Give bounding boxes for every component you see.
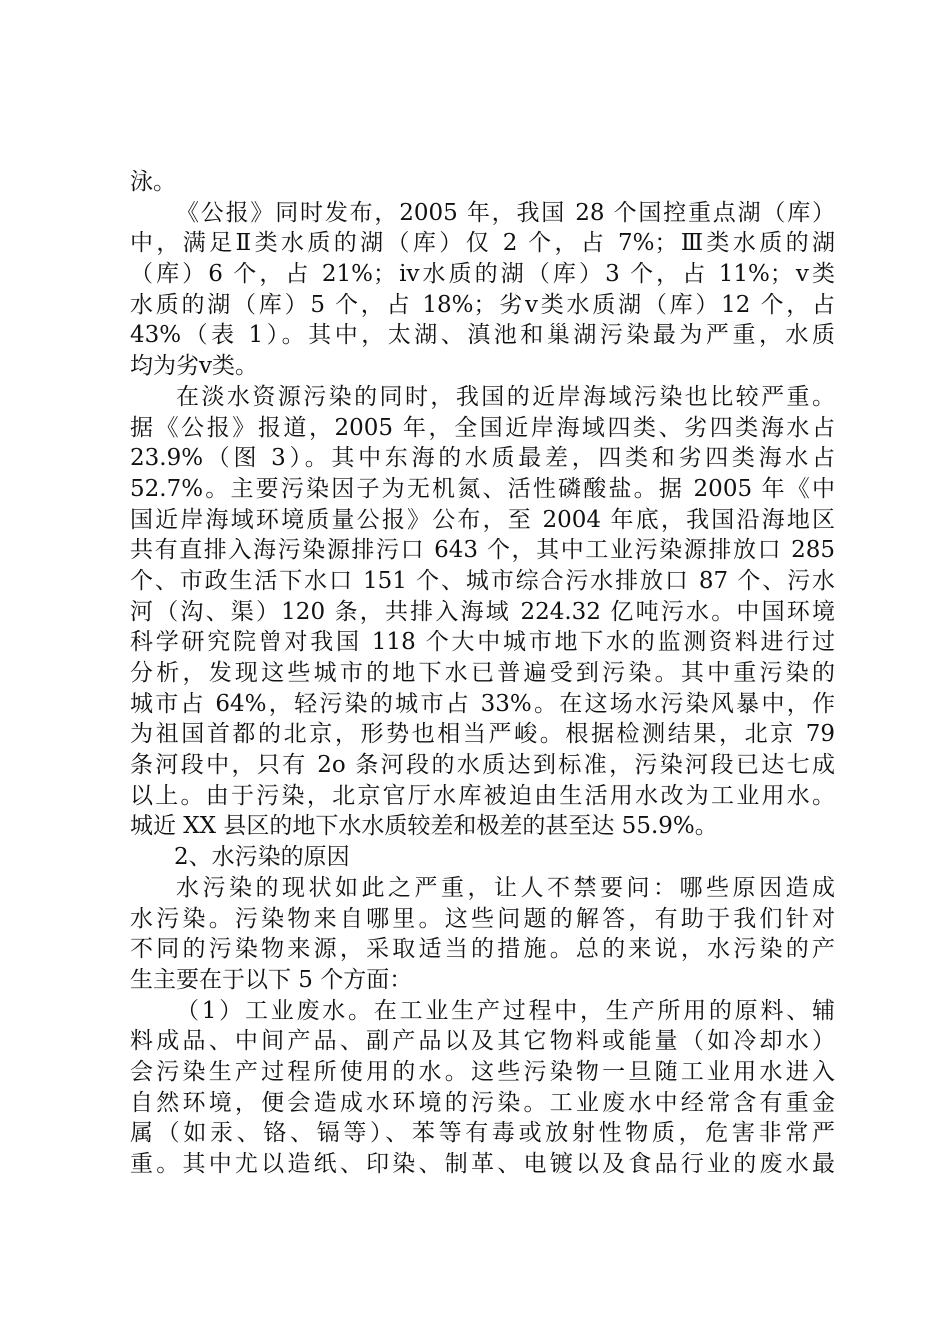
text-line: 城近 XX 县区的地下水水质较差和极差的甚至达 55.9%。 [130,813,718,840]
text-line: 23.9%（图 3）。其中东海的水质最差，四类和劣四类海水占 [130,445,835,472]
text-line: 城市占 64%，轻污染的城市占 33%。在这场水污染风暴中，作 [130,690,835,717]
text-line: 在淡水资源污染的同时，我国的近岸海域污染也比较严重。 [176,383,835,410]
text-line: 水质的湖（库）5 个，占 18%；劣ⅴ类水质湖（库）12 个，占 [130,291,835,318]
text-line: 泳。 [130,169,176,195]
text-line: 料成品、中间产品、副产品以及其它物料或能量（如冷却水） [130,1028,835,1055]
text-line: 均为劣ⅴ类。 [130,353,258,380]
text-line: （1）工业废水。在工业生产过程中，生产所用的原料、辅 [176,997,835,1024]
text-line: 水污染的现状如此之严重，让人不禁要问：哪些原因造成 [176,874,835,901]
text-line: 《公报》同时发布，2005 年，我国 28 个国控重点湖（库） [176,199,835,226]
text-line: 以上。由于污染，北京官厅水库被迫由生活用水改为工业用水。 [130,782,835,809]
text-line: 属（如汞、铬、镉等）、苯等有毒或放射性物质，危害非常严 [130,1120,835,1147]
text-line: 共有直排入海污染源排污口 643 个，其中工业污染源排放口 285 [130,537,835,564]
text-line: 自然环境，便会造成水环境的污染。工业废水中经常含有重金 [130,1089,835,1116]
section-heading: 2、水污染的原因 [174,844,350,871]
text-line: 条河段中，只有 2o 条河段的水质达到标准，污染河段已达七成 [130,752,835,779]
text-line: 不同的污染物来源，采取适当的措施。总的来说，水污染的产 [130,936,835,963]
text-line: 43%（表 1）。其中，太湖、滇池和巢湖污染最为严重，水质 [130,322,835,349]
text-line: 个、市政生活下水口 151 个、城市综合污水排放口 87 个、污水 [130,567,835,594]
text-line: 国近岸海域环境质量公报》公布，至 2004 年底，我国沿海地区 [130,506,835,533]
text-line: 为祖国首都的北京，形势也相当严峻。根据检测结果，北京 79 [130,721,835,748]
text-line: 会污染生产过程所使用的水。这些污染物一旦随工业用水进入 [130,1058,835,1085]
text-line: 分析，发现这些城市的地下水已普遍受到污染。其中重污染的 [130,660,835,686]
text-line: 中，满足Ⅱ类水质的湖（库）仅 2 个，占 7%；Ⅲ类水质的湖 [130,230,835,257]
text-line: （库）6 个，占 21%；ⅳ水质的湖（库）3 个，占 11%；ⅴ类 [130,261,835,288]
text-line: 据《公报》报道，2005 年，全国近岸海域四类、劣四类海水占 [130,414,835,441]
text-line: 水污染。污染物来自哪里。这些问题的解答，有助于我们针对 [130,905,835,932]
text-line: 重。其中尤以造纸、印染、制革、电镀以及食品行业的废水最 [130,1151,835,1177]
text-line: 科学研究院曾对我国 118 个大中城市地下水的监测资料进行过 [130,629,835,656]
text-line: 52.7%。主要污染因子为无机氮、活性磷酸盐。据 2005 年《中 [130,475,835,502]
text-line: 河（沟、渠）120 条，共排入海域 224.32 亿吨污水。中国环境 [130,598,835,625]
body-text [130,167,835,1180]
text-line: 生主要在于以下 5 个方面： [130,966,413,993]
